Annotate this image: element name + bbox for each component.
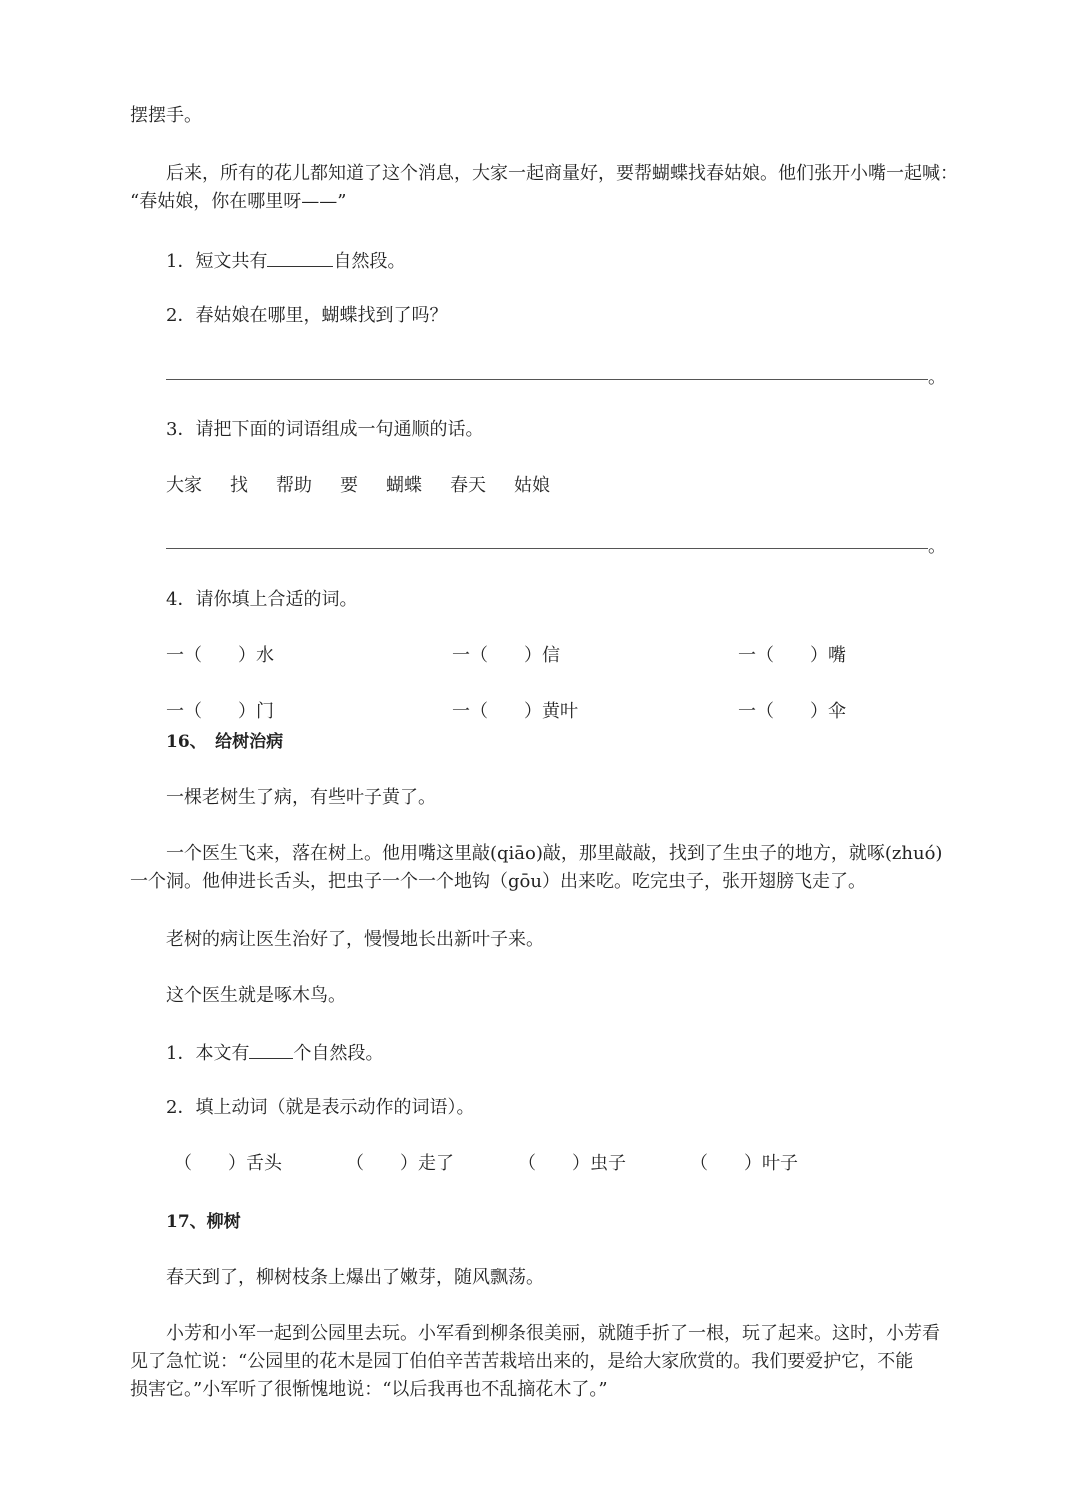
question-2: 2．春姑娘在哪里，蝴蝶找到了吗？ — [166, 305, 448, 326]
paragraph-line: 后来，所有的花儿都知道了这个消息，大家一起商量好，要帮蝴蝶找春姑娘。他们张开小嘴一起喊： — [166, 163, 958, 184]
fill-item: 一（ ）伞 — [738, 701, 846, 722]
paragraph-line: 一棵老树生了病，有些叶子黄了。 — [166, 787, 436, 808]
question-text: 自然段。 — [333, 251, 406, 272]
fill-item: 一（ ）门 — [166, 701, 274, 722]
paragraph-line: 见了急忙说：“公园里的花木是园丁伯伯辛苦苦栽培出来的，是给大家欣赏的。我们要爱护它，不能 — [130, 1351, 914, 1372]
paragraph-line: 损害它。”小军听了很惭愧地说：“以后我再也不乱摘花木了。” — [130, 1379, 608, 1400]
question-3: 3．请把下面的词语组成一句通顺的话。 — [166, 419, 484, 440]
paragraph-line: 这个医生就是啄木鸟。 — [166, 985, 346, 1006]
paragraph-line: “春姑娘，你在哪里呀——” — [130, 191, 347, 212]
paragraph-line: 摆摆手。 — [130, 105, 202, 126]
word: 大家 — [166, 475, 202, 496]
question-text: 1．本文有 — [166, 1043, 250, 1064]
verb-fill-item: （ ）舌头 — [174, 1153, 282, 1174]
word: 要 — [340, 475, 358, 496]
answer-line[interactable] — [166, 379, 928, 380]
paragraph-line: 小芳和小军一起到公园里去玩。小军看到柳条很美丽，就随手折了一根，玩了起来。这时，小芳看 — [166, 1323, 940, 1344]
fill-item: 一（ ）水 — [166, 645, 274, 666]
question-2: 2．填上动词（就是表示动作的词语）。 — [166, 1097, 475, 1118]
blank-field[interactable] — [249, 1040, 293, 1059]
blank-field[interactable] — [267, 248, 333, 267]
answer-end-mark: 。 — [928, 536, 946, 557]
paragraph-line: 春天到了，柳树枝条上爆出了嫩芽，随风飘荡。 — [166, 1267, 544, 1288]
word: 帮助 — [276, 475, 312, 496]
fill-item: 一（ ）黄叶 — [452, 701, 578, 722]
question-1 — [166, 1040, 383, 1066]
question-4: 4．请你填上合适的词。 — [166, 589, 358, 610]
verb-fill-item: （ ）虫子 — [518, 1153, 626, 1174]
question-1 — [166, 248, 405, 274]
paragraph-line: 老树的病让医生治好了，慢慢地长出新叶子来。 — [166, 929, 544, 950]
word: 姑娘 — [514, 475, 550, 496]
paragraph-line: 一个洞。他伸进长舌头，把虫子一个一个地钩（gōu）出来吃。吃完虫子，张开翅膀飞走了。 — [130, 871, 866, 892]
section-title: 17、柳树 — [166, 1212, 241, 1232]
answer-line[interactable] — [166, 548, 928, 549]
section-title: 16、 给树治病 — [166, 732, 284, 752]
word: 蝴蝶 — [386, 475, 422, 496]
word-list — [166, 474, 578, 498]
paragraph-line: 一个医生飞来，落在树上。他用嘴这里敲(qiāo)敲，那里敲敲，找到了生虫子的地方，就啄(zhuó) — [166, 843, 943, 864]
fill-item: 一（ ）嘴 — [738, 645, 846, 666]
fill-item: 一（ ）信 — [452, 645, 560, 666]
word: 找 — [230, 475, 248, 496]
verb-fill-item: （ ）走了 — [346, 1153, 454, 1174]
question-text: 个自然段。 — [293, 1043, 384, 1064]
question-text: 1．短文共有 — [166, 251, 268, 272]
answer-end-mark: 。 — [928, 367, 946, 388]
verb-fill-item: （ ）叶子 — [690, 1153, 798, 1174]
word: 春天 — [450, 475, 486, 496]
